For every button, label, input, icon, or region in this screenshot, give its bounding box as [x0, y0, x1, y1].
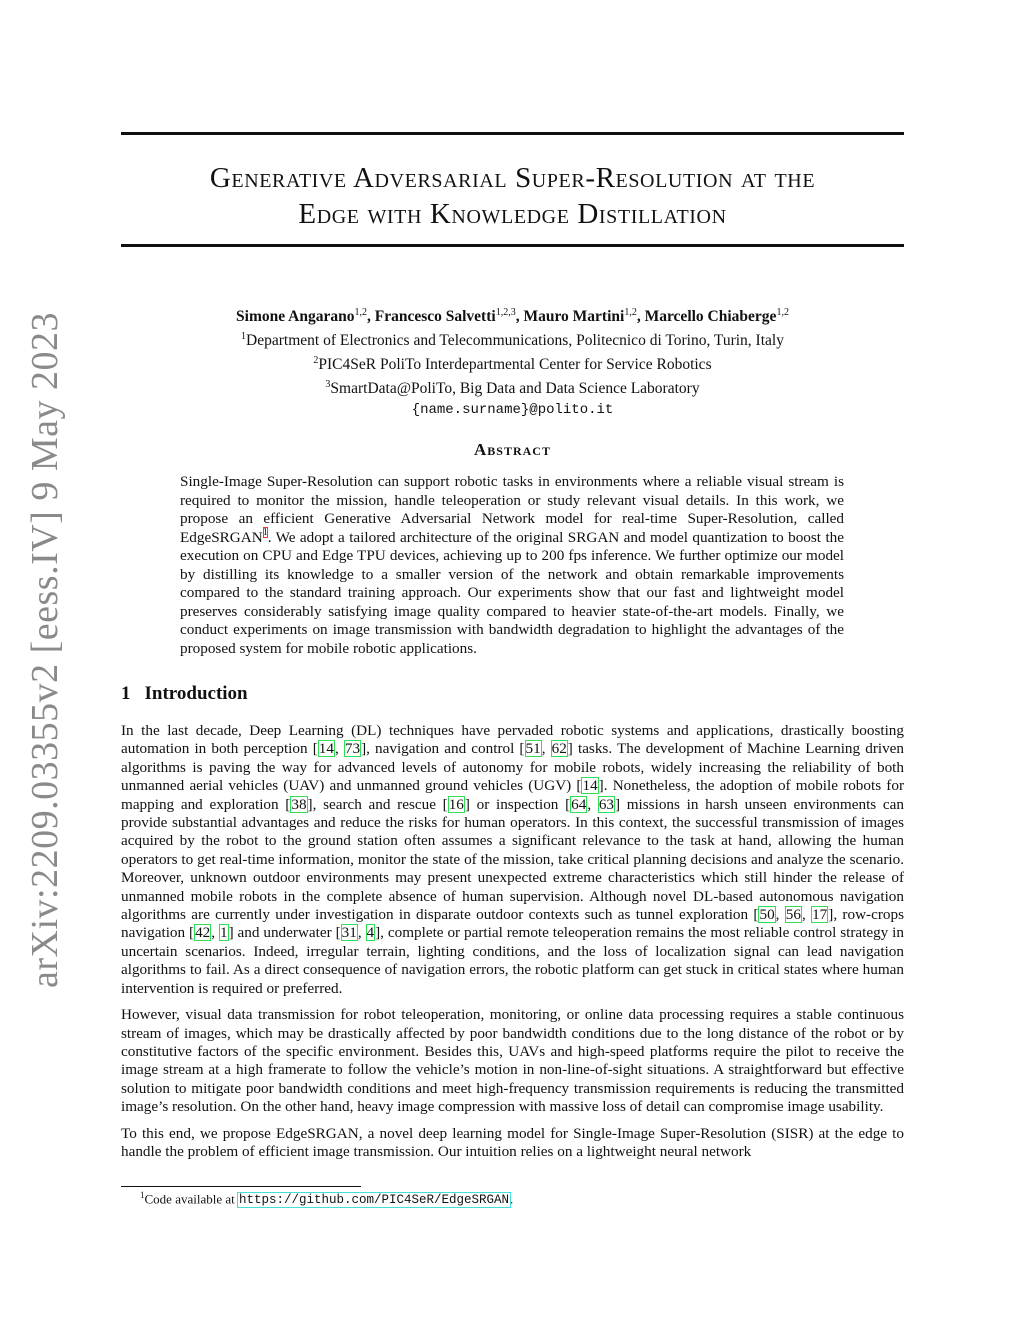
paper-title [121, 160, 904, 232]
affiliation-2 [121, 351, 904, 375]
citation-link[interactable]: 31 [341, 924, 357, 942]
author-names: Simone Angarano$^{1,2}$, Francesco Salvetti$^{1,2,3}$, Mauro Martini$^{1,2}$, Marcello Chiaberge$^{1,2}$ [236, 307, 789, 326]
text-run: ], navigation and control [ [361, 740, 525, 758]
title-rule-top [121, 132, 904, 135]
text-run: , [801, 906, 812, 924]
footnote-rule [121, 1186, 361, 1187]
author-email: {name.surname}@polito.it [411, 401, 614, 418]
footnote-text: Code available at [144, 1191, 238, 1207]
footnote [140, 1190, 513, 1207]
citation-link[interactable]: 73 [344, 740, 361, 758]
text-run: , [357, 924, 366, 942]
author-affiliation-sup: 1,2 [354, 307, 367, 318]
affiliation-3 [121, 375, 904, 399]
citation-link[interactable]: 14 [318, 740, 334, 758]
affiliation-sup: 1 [241, 331, 247, 343]
citation-link[interactable]: 4 [366, 924, 375, 942]
abstract-text-part-2: . We adopt a tailored architecture of the original SRGAN and model quantization to boost the execution on CPU and Edge TPU devices, achieving up to 200 fps inference. We further optimize our model by distilling its knowledge to a smaller version of the network and obtain remarkable improvements compared to the standard training approach. Our experiments show that our fast and lightweight model preserves considerably satisfying image quality compared to heavier state-of-the-art models. Finally, we conduct experiments on image transmission with bandwidth degradation to highlight the advantages of the proposed system for mobile robotic applications. [180, 528, 844, 657]
text-run: , [211, 924, 219, 942]
author-name: Mauro Martini [523, 308, 625, 326]
citation-link[interactable]: 14 [582, 777, 598, 795]
affiliation-text: Department of Electronics and Telecommunications, Politecnico di Torino, Turin, Italy [246, 332, 784, 350]
affiliation-sup: 3 [325, 379, 331, 391]
paragraph: However, visual data transmission for robot teleoperation, monitoring, or online data processing requires a stable continuous stream of images, which may be drastically affected by poor bandwidth conditions due to the long distance of the robot or by constitutive factors of the specific environment. Besides this, UAVs and high-speed platforms require the pilot to receive the image stream at a high framerate to follow the vehicle’s motion in non-line-of-sight situations. A straightforward but effective solution to mitigate poor bandwidth conditions and meet high-frequency transmission requirements is reducing the transmitted image’s resolution. On the other hand, heavy image compression with massive loss of detail can compromise image usability. [121, 1006, 904, 1116]
text-run: ] or inspection [ [464, 795, 571, 813]
citation-link[interactable]: 50 [759, 906, 775, 924]
citation-link[interactable]: 64 [571, 795, 587, 813]
text-run: , [334, 740, 344, 758]
text-run: ], search and rescue [ [307, 795, 448, 813]
author-affiliation-sup: 1,2 [776, 307, 789, 318]
author-affiliation-sup: 1,2 [624, 307, 637, 318]
section-number: 1 [121, 683, 131, 704]
introduction-body [121, 722, 904, 1169]
citation-link[interactable]: 63 [598, 795, 614, 813]
section-title: Introduction [144, 683, 248, 704]
author-name: Francesco Salvetti [374, 308, 496, 326]
citation-link[interactable]: 42 [195, 924, 211, 942]
text-run: ], complete or partial remote teleoperation remains the most reliable control strategy in uncertain scenarios. Indeed, irregular terrain, lighting conditions, and the loss of localization signal can lead navigation algorithms to fail. As a direct consequence of navigation errors, the robotic platform can get stuck in critical states where human intervention is required or preferred. [121, 924, 904, 997]
citation-link[interactable]: 1 [219, 924, 228, 942]
abstract-text-part-1: Single-Image Super-Resolution can support robotic tasks in environments where a reliable visual stream is required to monitor the mission, handle teleoperation or study relevant visual details. In this work, we propose an efficient Generative Adversarial Network model for real-time Super-Resolution, called EdgeSRGAN [180, 473, 844, 546]
affiliation-text: PIC4SeR PoliTo Interdepartmental Center for Service Robotics [318, 356, 712, 374]
text-run: , [541, 740, 551, 758]
text-run: ]. Nonetheless, the adoption of mobile robots for mapping and exploration [ [121, 777, 904, 813]
affiliation-sup: 2 [313, 355, 319, 367]
paragraph: To this end, we propose EdgeSRGAN, a novel deep learning model for Single-Image Super-Resolution (SISR) at the edge to handle the problem of efficient image transmission. Our intuition relies on a lightweight neural network [121, 1124, 904, 1160]
text-run: ] missions in harsh unseen environments can provide substantial advantages and reduce the risks for human operators. In this context, the successful transmission of images acquired by the robot to the ground station often assumes a significant relevance to the task at hand, allowing the human operators to get real-time information, monitor the state of the mission, take critical planning decisions and analyze the scenario. Moreover, unknown outdoor environments may present unexpected extreme characteristics which still hinder the release of unmanned mobile robots in the complete absence of human supervision. Although novel DL-based autonomous navigation algorithms are currently under investigation in disparate outdoor contexts such as tunnel exploration [ [121, 795, 904, 924]
section-heading-introduction [121, 683, 248, 705]
footnote-number: 1 [140, 1190, 145, 1200]
citation-link[interactable]: 38 [291, 795, 307, 813]
citation-link[interactable]: 16 [448, 795, 464, 813]
footnote-end: . [510, 1191, 514, 1207]
author-block [121, 303, 904, 420]
abstract-text [180, 473, 844, 658]
affiliation-1 [121, 327, 904, 351]
text-run: , [587, 795, 598, 813]
title-rule-bottom [121, 244, 904, 247]
text-run: , [775, 906, 785, 924]
paper-title-line-2: Edge with Knowledge Distillation [298, 198, 727, 230]
author-affiliation-sup: 1,2,3 [495, 307, 516, 318]
paper-title-line-1: Generative Adversarial Super-Resolution at the [209, 162, 816, 194]
abstract-heading: Abstract [474, 440, 551, 459]
citation-link[interactable]: 51 [525, 740, 541, 758]
citation-link[interactable]: 62 [551, 740, 567, 758]
author-name: Simone Angarano [236, 308, 355, 326]
footnote-link[interactable]: 1 [262, 527, 268, 539]
citation-link[interactable]: 17 [812, 906, 828, 924]
citation-link[interactable]: 56 [785, 906, 801, 924]
text-run: ] and underwater [ [228, 924, 341, 942]
affiliation-text: SmartData@PoliTo, Big Data and Data Science Laboratory [330, 380, 700, 398]
text-run: In the last decade, Deep Learning (DL) techniques have pervaded robotic systems and applications, drastically boosting automation in both perception [ [121, 722, 904, 758]
text-run: ], row-crops navigation [ [121, 906, 904, 942]
arxiv-stamp: arXiv:2209.03355v2 [eess.IV] 9 May 2023 [24, 312, 66, 988]
code-repository-link[interactable]: https://github.com/PIC4SeR/EdgeSRGAN [239, 1193, 510, 1208]
text-run: ] tasks. The development of Machine Learning driven algorithms is paving the way for advanced levels of autonomy for mobile robots, widely increasing the reliability of both unmanned aerial vehicles (UAV) and unmanned ground vehicles (UGV) [ [121, 740, 905, 795]
author-name: Marcello Chiaberge [644, 308, 777, 326]
paragraph [121, 722, 904, 998]
